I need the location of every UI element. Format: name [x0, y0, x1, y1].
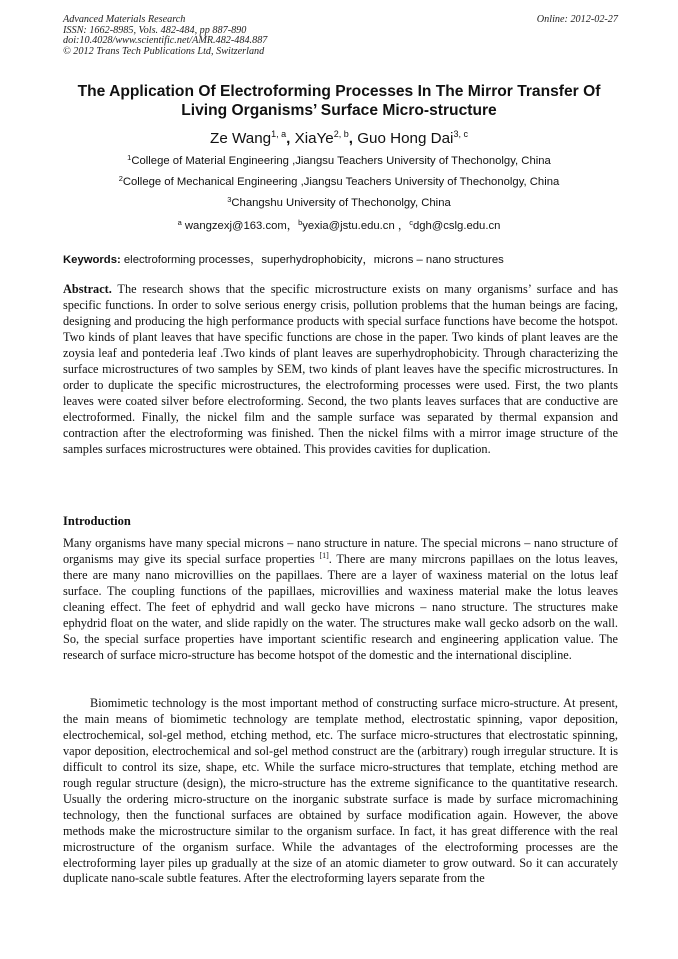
introduction-paragraph-1 [63, 536, 618, 664]
affiliation-text: College of Mechanical Engineering ,Jiangsu Teachers University of Thechonolgy, China [122, 176, 560, 188]
keywords [63, 253, 618, 267]
affiliation-text: Changshu University of Thechonolgy, China [231, 197, 451, 209]
author-list [40, 124, 638, 149]
author-separator: , [286, 130, 295, 147]
paragraph-text: Many organisms have many special microns – nano structure in nature. The special microns – nano structure of organisms may give its special surface properties [63, 536, 618, 566]
affiliation-1 [40, 151, 638, 168]
publication-header [63, 15, 618, 57]
introduction-paragraph-2: Biomimetic technology is the most important method of constructing surface micro-structure. At present, the main means of biomimetic technology are template method, electrostatic spinning, vapor deposition, electrochemical, sol-gel method, etching method, etc. The surface micro-structures that electrostatic spinning, vapor deposition, electrochemical and sol-gel method construct are the (arbitrary) rough irregular structure. It is difficult to control its size, shape, etc. While the surface micro-structures that template, etching method are rough regular structure (design), the micro-structure has the extreme significance to the quantitative research. Usually the ordering micro-structure on the inorganic substrate surface is made by surface micromachining technology, then the functional surfaces are obtained by surface modification again. However, the above methods make the microstructure similar to the organism surface. In fact, it has great difference with the real microstructure of the organism surface. While the advantages of the electroforming processes are the electroforming layer piles up gradually at the size of an atomic diameter to grow outward. So it can accurately duplicate nano-scale subtle features. After the electroforming layers separate from the [63, 696, 618, 886]
keywords-label: Keywords: [63, 254, 121, 266]
email-mark: a [177, 218, 182, 227]
online-date: Online: 2012-02-27 [536, 14, 618, 25]
affiliation-number: 1 [127, 153, 132, 162]
email-line [40, 216, 638, 233]
affiliation-number: 3 [227, 195, 232, 204]
author-affiliation-mark: 1, a [271, 129, 287, 139]
author-name: Ze Wang [210, 130, 272, 147]
copyright-line: © 2012 Trans Tech Publications Ltd, Switzerland [63, 45, 265, 57]
author-name: XiaYe [294, 130, 334, 147]
affiliation-text: College of Material Engineering ,Jiangsu Teachers University of Thechonolgy, China [131, 155, 551, 167]
title-line-2: Living Organisms’ Surface Micro-structure [181, 102, 497, 119]
email-c[interactable]: dgh@cslg.edu.cn [412, 220, 501, 232]
author-name: Guo Hong Dai [357, 130, 454, 147]
affiliation-3 [40, 193, 638, 210]
journal-name: Advanced Materials Research [63, 14, 186, 25]
issn-line: ISSN: 1662-8985, Vols. 482-484, pp 887-890 [63, 24, 247, 36]
email-a[interactable]: wangzexj@163.com， [181, 220, 299, 232]
abstract [63, 282, 618, 457]
author-separator: , [348, 130, 358, 147]
author-affiliation-mark: 3, c [453, 129, 468, 139]
paper-title [40, 82, 638, 120]
email-mark: c [409, 218, 413, 227]
affiliation-2 [40, 172, 638, 189]
email-b[interactable]: yexia@jstu.edu.cn ， [302, 220, 410, 232]
abstract-label: Abstract. [63, 282, 112, 296]
citation-ref[interactable]: [1] [319, 550, 329, 560]
abstract-text: The research shows that the specific microstructure exists on many organisms’ surface and has specific functions. In order to solve serious energy crisis, pollution problems that the human beings are facing, designing and producing the high performance products with special surface functions have become the hotspot. Two kinds of plant leaves that have specific functions are chose in the paper. Two kinds of plant leaves are the zoysia leaf and pontederia leaf .Two kinds of plant leaves are superhydrophobicity. Through characterizing the surface microstructures of two samples by SEM, two kinds of plant leaves have the specific microstructures. In order to duplicate the specific microstructures, the electroforming processes were used. First, the two plants leaves were coated silver before electroforming. Second, the two plants leaves surfaces that are conductive are electroformed. Finally, the nickel film and the sample surface was separated by thermal expansion and contraction after the electroforming was finished. Then the nickel films with a mirror image structure of the samples surfaces microstructures were obtained. This provides cavities for duplication. [63, 282, 618, 456]
doi-line: doi:10.4028/www.scientific.net/AMR.482-484.887 [63, 35, 268, 47]
section-heading-introduction: Introduction [63, 514, 131, 528]
author-affiliation-mark: 2, b [333, 129, 349, 139]
affiliation-number: 2 [118, 174, 123, 183]
paragraph-text: . There are many mircrons papillaes on the lotus leaves, there are many nano microvillies on the papillaes. There are a layer of waxiness material on the lotus leaf surface. The coupling functions of the papillaes, microvillies and waxiness material make the lotus leaves cleaning effect. The feet of ephydrid and wall gecko have microns – nano structure. The structures make ephydrid float on the water, and slide rapidly on the water. The structures make wall gecko adsorb on the wall. So, the special surface properties have important scientific research and engineering application value. The research of surface micro-structure has become hotspot of the domestic and the international discipline. [63, 551, 618, 662]
email-mark: b [298, 218, 303, 227]
title-line-1: The Application Of Electroforming Processes In The Mirror Transfer Of [77, 83, 601, 100]
keywords-text: electroforming processes，superhydrophobicity，microns – nano structures [120, 254, 504, 266]
